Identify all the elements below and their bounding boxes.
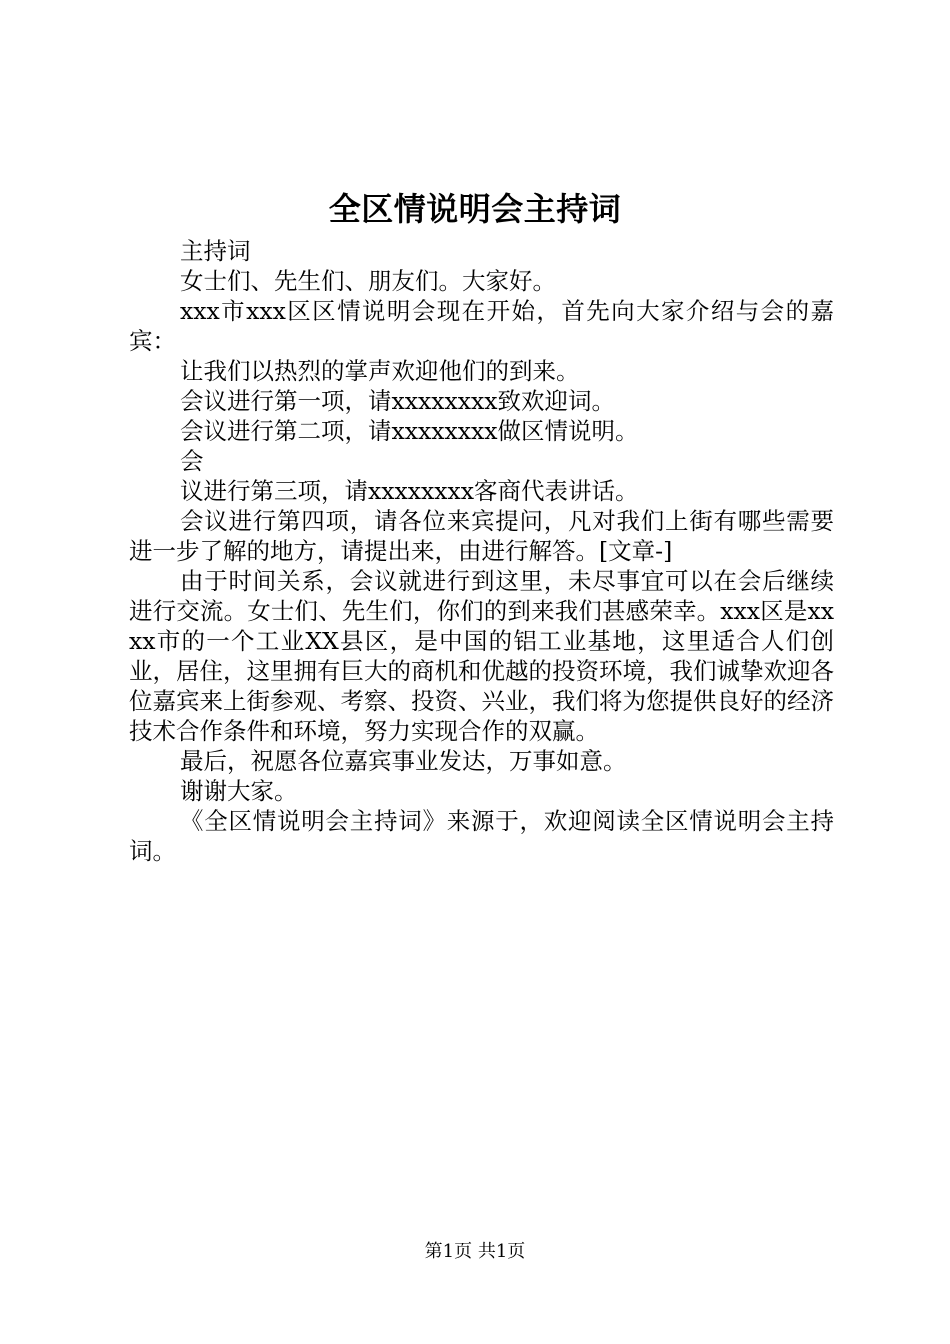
paragraph-host-label: 主持词 bbox=[180, 237, 251, 265]
paragraph-thanks: 谢谢大家。 bbox=[180, 777, 298, 805]
paragraph-item-three: 议进行第三项，请xxxxxxxx客商代表讲话。 bbox=[180, 477, 639, 505]
document-title: 全区情说明会主持词 bbox=[328, 190, 622, 228]
paragraph-item-one: 会议进行第一项，请xxxxxxxx致欢迎词。 bbox=[180, 387, 616, 415]
paragraph-closing: 由于时间关系，会议就进行到这里，未尽事宜可以在会后继续进行交流。女士们、先生们，你们的到来我们甚感荣幸。xxx区是xxxx市的一个工业XX县区，是中国的铝工业基地，这里适合人们创业，居住，这里拥有巨大的商机和优越的投资环境，我们诚挚欢迎各位嘉宾来上街参观、考察、投资、兴业，我们将为您提供良好的经济技术合作条件和环境，努力实现合作的双赢。 bbox=[129, 567, 834, 745]
paragraph-opening: xxx市xxx区区情说明会现在开始，首先向大家介绍与会的嘉宾： bbox=[129, 297, 834, 355]
paragraph-applause: 让我们以热烈的掌声欢迎他们的到来。 bbox=[180, 357, 580, 385]
paragraph-item-two: 会议进行第二项，请xxxxxxxx做区情说明。 bbox=[180, 417, 639, 445]
paragraph-fragment: 会 bbox=[180, 447, 204, 475]
paragraph-greeting: 女士们、先生们、朋友们。大家好。 bbox=[180, 267, 556, 295]
document-body bbox=[129, 236, 834, 866]
paragraph-wishes: 最后，祝愿各位嘉宾事业发达，万事如意。 bbox=[180, 747, 627, 775]
page-footer: 第1页 共1页 bbox=[424, 1241, 526, 1262]
paragraph-item-four: 会议进行第四项，请各位来宾提问，凡对我们上街有哪些需要进一步了解的地方，请提出来，由进行解答。[文章-] bbox=[129, 507, 834, 565]
paragraph-source: 《全区情说明会主持词》来源于，欢迎阅读全区情说明会主持词。 bbox=[129, 807, 834, 865]
